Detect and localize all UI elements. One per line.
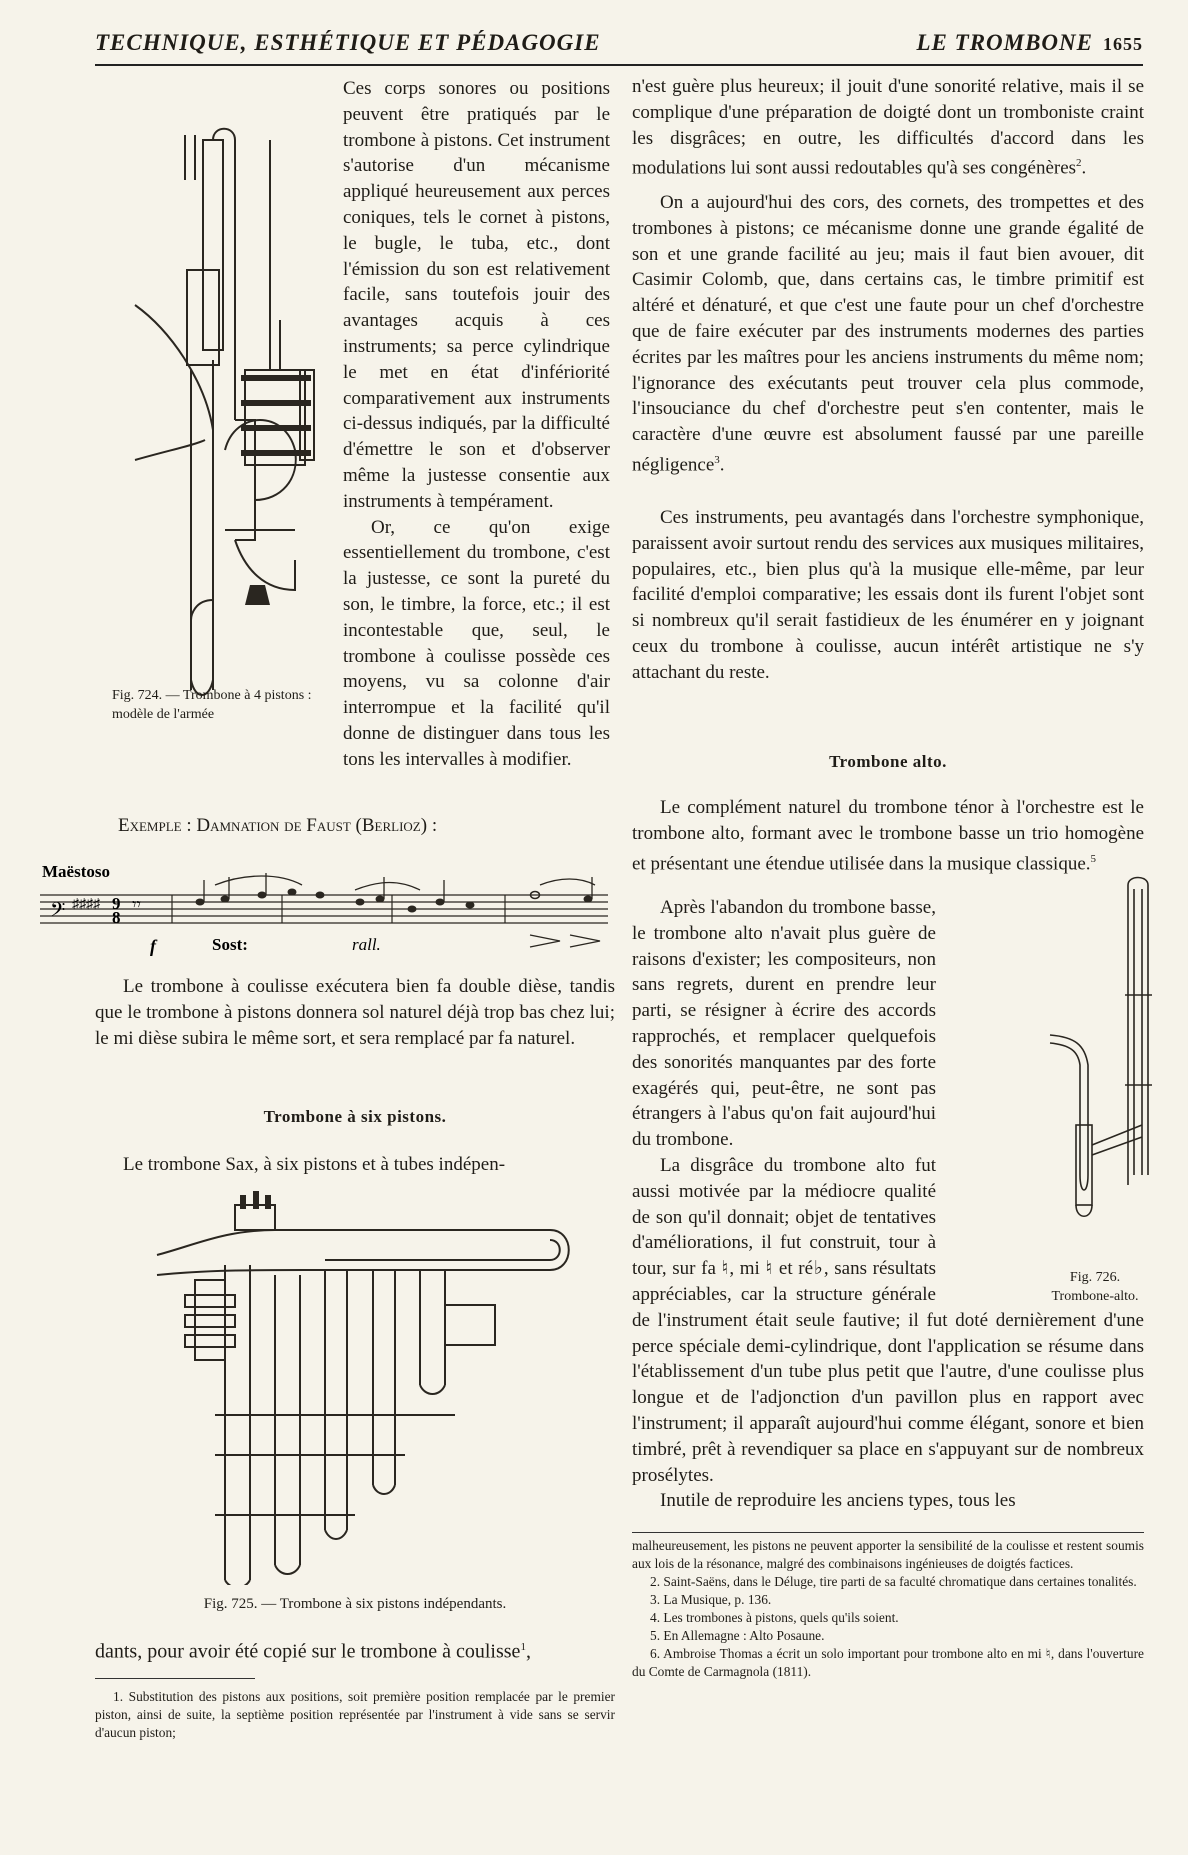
alto-column-block bbox=[632, 895, 1144, 1514]
music-example-staff bbox=[40, 855, 615, 960]
footnote-1-continuation: malheureusement, les pistons ne peuvent apporter la sensibilité de la coulisse et restent soumis aux lois de la résonance, malgré des combinaisons ingénieuses de doigtés factices. bbox=[632, 1538, 1144, 1571]
alto-para-1-text: Le complément naturel du trombone ténor à l'orchestre est le trombone alto, formant avec le trombone basse un trio homogène et présentant une étendue utilisée dans la musique classique. bbox=[632, 797, 1144, 874]
alto-paragraph-1: Le complément naturel du trombone ténor à l'orchestre est le trombone alto, formant avec le trombone basse un trio homogène et présentant une étendue utilisée dans la musique classique.$^5$ bbox=[632, 797, 1144, 874]
footnote-3: 3. La Musique, p. 136. bbox=[650, 1592, 772, 1607]
intro-paragraph-2: Or, ce qu'on exige essentiellement du trombone, c'est la justesse, ce sont la pureté du son, le timbre, la force, etc.; il est incontestable que, seul, le trombone à coulisse possède ces moyens, vu sa colonne d'air interrompue et la facilité qu'il donne de distinguer dans tous les tons les intervalles à modifier. bbox=[343, 516, 610, 770]
figure-726-number: Fig. 726. bbox=[1069, 1270, 1121, 1285]
footnote-5: 5. En Allemagne : Alto Posaune. bbox=[650, 1628, 825, 1643]
music-tempo: Maëstoso bbox=[42, 862, 110, 881]
heading-six-pistons: Trombone à six pistons. bbox=[263, 1107, 447, 1126]
alto-para-3-text: La disgrâce du trombone alto fut aussi motivée par la médiocre qualité de son qu'il donnait; objet de tentatives d'améliorations, il fut construit, tour à tour, sur fa ♮, mi ♮ et ré♭, sans résultats appréciables, car la structure générale de l'instrument était seule fautive; il fut doté dernièrement d'une perce spéciale demi-cylindrique, dont l'application se résume dans l'établissement d'un tube plus petit que l'autre, d'une coulisse plus longue et de l'adjonction d'un pavillon plus en rapport avec l'instrument; il apparaît aujourd'hui comme élégant, sonore et bien timbré, prêt à revendiquer sa place en s'appuyant sur de nombreux prosélytes. bbox=[632, 1154, 1144, 1486]
right-footnote-rule bbox=[632, 1532, 1144, 1533]
rest-symbol: 𝄾𝄾 bbox=[132, 895, 142, 914]
running-header bbox=[95, 30, 1143, 66]
right-para-2-text: On a aujourd'hui des cors, des cornets, des trompettes et des trombones à pistons; ce mécanisme donne une grande égalité de son et une grande facilité au jeu; mais il faut bien avouer, dit Casimir Colomb, que, dans certains cas, le timbre primitif est altéré et dénaturé, et que c'est une faute pour un chef d'orchestre que de faire exécuter par des instruments modernes des parties écrites par les maîtres pour les anciens instruments du même nom; l'ignorance des exécutants peut trouver cela plus commode, l'insouciance du chef d'orchestre peut s'en contenter, mais le caractère d'une œuvre est absolument faussé par une pareille négligence bbox=[632, 192, 1144, 476]
footnote-2: 2. Saint-Saëns, dans le Déluge, tire parti de sa faculté chromatique dans certaines tonalités. bbox=[650, 1574, 1137, 1589]
footnote-1: 1. Substitution des pistons aux positions, soit première position remplacée par le premier piston, ainsi de suite, la septième position représentée par l'instrument à vide sans se servir d'aucun piston; bbox=[95, 1689, 615, 1740]
heading-trombone-alto: Trombone alto. bbox=[829, 752, 947, 771]
figure-725-trombone-six-pistons bbox=[155, 1185, 595, 1585]
bass-clef-icon: 𝄢 bbox=[50, 900, 66, 926]
time-signature-top: 9 bbox=[112, 894, 121, 913]
figure-724-caption: Fig. 724. — Trombone à 4 pistons : modèle de l'armée bbox=[112, 688, 312, 722]
right-paragraph-2: On a aujourd'hui des cors, des cornets, des trompettes et des trombones à pistons; ce mécanisme donne une grande égalité de son et une grande facilité au jeu; mais il faut bien avouer, dit Casimir Colomb, que, dans certains cas, le timbre primitif est altéré et dénaturé, et que c'est une faute pour un chef d'orchestre que de faire exécuter par des instruments modernes des parties écrites par les maîtres pour les anciens instruments du même nom; l'ignorance des exécutants peut trouver cela plus commode, l'insouciance du chef d'orchestre peut s'en contenter, mais le caractère d'une œuvre est absolument faussé par une pareille négligence$^3$. bbox=[632, 192, 1144, 476]
left-intro-text-block bbox=[95, 76, 610, 773]
figure-725-caption: Fig. 725. — Trombone à six pistons indépendants. bbox=[203, 1596, 507, 1612]
example-composer: Berlioz bbox=[361, 815, 421, 836]
key-signature-sharps: ♯♯♯♯ bbox=[72, 897, 100, 912]
header-right-title bbox=[917, 30, 1144, 56]
figure-724-float bbox=[95, 76, 343, 751]
alto-para-4-text: Inutile de reproduire les anciens types, tous les bbox=[660, 1490, 1016, 1512]
header-section-title: LE TROMBONE bbox=[916, 30, 1093, 55]
header-left-title: TECHNIQUE, ESTHÉTIQUE ET PÉDAGOGIE bbox=[95, 30, 601, 55]
rall-marking: rall. bbox=[352, 935, 381, 954]
intro-paragraph: Ces corps sonores ou positions peuvent être pratiqués par le trombone à pistons. Cet instrument s'autorise d'un mécanisme appliqué heureusement aux perces coniques, tels le cornet à pistons, le bugle, le tuba, etc., dont l'émission du son est relativement facile, sans toutefois jouir des avantages acquis à ces instruments; sa perce cylindrique le met en état d'infériorité comparativement aux instruments ci-dessus indiqués, par la difficulté d'émettre le son et d'observer même la justesse consentie aux instruments à tempérament. bbox=[343, 78, 610, 512]
figure-726-float bbox=[936, 895, 1144, 1307]
figure-726-caption bbox=[1030, 1268, 1160, 1306]
right-para-1-text: n'est guère plus heureux; il jouit d'une sonorité relative, mais il se complique d'une préparation de doigté dont un tromboniste craint les disgrâces; en outre, les difficultés d'accord dans les modulations lui sont aussi redoutables qu'à ses congénères bbox=[632, 76, 1144, 179]
sost-marking: Sost: bbox=[212, 935, 248, 954]
dynamic-marking: f bbox=[150, 936, 156, 956]
example-label: Exemple : Damnation de Faust (Berlioz) : bbox=[118, 815, 438, 836]
six-pistons-paragraph-2: dants, pour avoir été copié sur le trombone à coulisse$^1$, bbox=[95, 1640, 531, 1663]
footnote-6: 6. Ambroise Thomas a écrit un solo important pour trombone alto en mi ♮, dans l'ouverture du Comte de Carmagnola (1811). bbox=[632, 1646, 1144, 1679]
figure-726-title: Trombone-alto. bbox=[1051, 1289, 1139, 1304]
right-footnotes bbox=[632, 1537, 1144, 1681]
right-paragraph-3: Ces instruments, peu avantagés dans l'orchestre symphonique, paraissent avoir surtout rendu des services aux musiques militaires, populaires, etc., bien plus qu'à la musique elle-même, par leur facilité d'emploi comparative; les essais dont ils furent l'objet sont si nombreux qu'il serait fastidieux de les énumérer en y joignant ceux du trombone à coulisse, aucun intérêt artistique ne s'y attachant du reste. bbox=[632, 507, 1144, 683]
example-title: Exemple : Damnation de Faust bbox=[118, 815, 351, 836]
six-pistons-paragraph: Le trombone Sax, à six pistons et à tubes indépen- bbox=[123, 1154, 506, 1175]
alto-para-2-text: Après l'abandon du trombone basse, le trombone alto n'avait plus guère de raisons d'exister; les compositeurs, non sans regrets, durent en prendre leur parti, se résigner à écrire des accords rapprochés, et remplacer quelquefois des sonorités manquantes par des forte exagérés qui, peut-être, ne sont pas étrangers à l'abus qu'on fait aujourd'hui du trombone. bbox=[632, 897, 936, 1151]
after-example-paragraph: Le trombone à coulisse exécutera bien fa double dièse, tandis que le trombone à pistons donnera sol naturel déjà trop bas chez lui; le mi dièse subira le même sort, et sera remplacé par fa naturel. bbox=[95, 976, 615, 1049]
footnote-4: 4. Les trombones à pistons, quels qu'ils soient. bbox=[650, 1610, 899, 1625]
right-paragraph-1: n'est guère plus heureux; il jouit d'une sonorité relative, mais il se complique d'une préparation de doigté dont un tromboniste craint les disgrâces; en outre, les difficultés d'accord dans les modulations lui sont aussi redoutables qu'à ses congénères$^2$. bbox=[632, 76, 1144, 179]
left-footnote-rule bbox=[95, 1678, 255, 1679]
time-signature-bottom: 8 bbox=[112, 908, 121, 927]
six-pistons-continuation: dants, pour avoir été copié sur le trombone à coulisse bbox=[95, 1640, 521, 1663]
page-number: 1655 bbox=[1103, 34, 1143, 54]
staff-lines bbox=[40, 895, 608, 923]
